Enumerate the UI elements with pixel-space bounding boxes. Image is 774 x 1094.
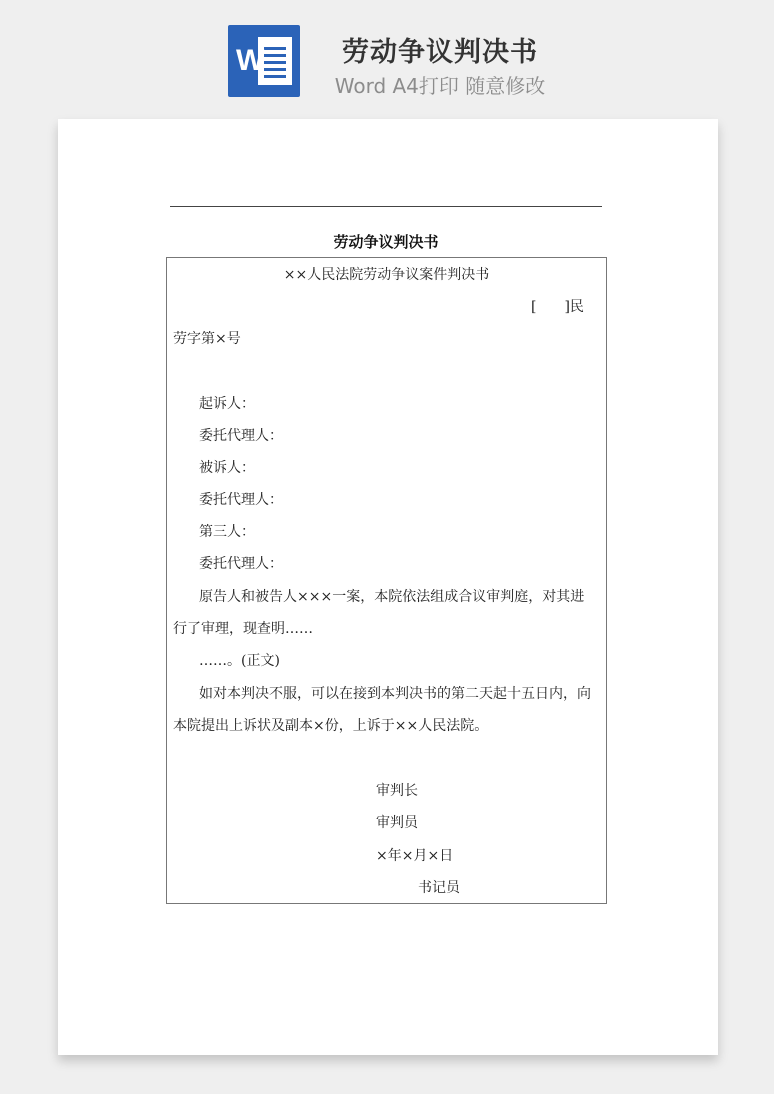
party-third-agent: 委托代理人： [199,556,283,572]
document-title: 劳动争议判决书 [333,233,439,251]
paragraph-appeal-line2: 本院提出上诉状及副本×份，上诉于××人民法院。 [173,718,489,734]
party-plaintiff-agent: 委托代理人： [199,428,283,444]
document-page [58,119,718,1055]
paragraph-body: ……。(正文) [199,653,280,669]
signature-date: ×年×月×日 [376,848,454,864]
party-third: 第三人： [199,524,255,540]
signature-clerk: 书记员 [418,880,460,896]
header-subtitle: Word A4打印 随意修改 [334,74,546,98]
case-number-right: [ ]民 [531,299,584,315]
signature-chief-judge: 审判长 [376,783,418,799]
judgment-box [166,257,607,904]
word-logo-icon [228,25,300,97]
header-title: 劳动争议判决书 [342,37,538,68]
court-heading: ××人民法院劳动争议案件判决书 [283,267,490,283]
signature-judge: 审判员 [376,815,418,831]
paragraph-case-line2: 行了审理，现查明…… [173,621,313,637]
party-defendant: 被诉人： [199,460,255,476]
paragraph-appeal-line1: 如对本判决不服，可以在接到本判决书的第二天起十五日内，向 [199,686,591,702]
party-defendant-agent: 委托代理人： [199,492,283,508]
case-number-left: 劳字第×号 [173,331,241,347]
header-rule [170,206,602,207]
page-header [0,0,774,110]
party-plaintiff: 起诉人： [199,396,255,412]
logo-letter: W [236,44,265,77]
paragraph-case-line1: 原告人和被告人×××一案，本院依法组成合议审判庭，对其进 [199,589,585,605]
